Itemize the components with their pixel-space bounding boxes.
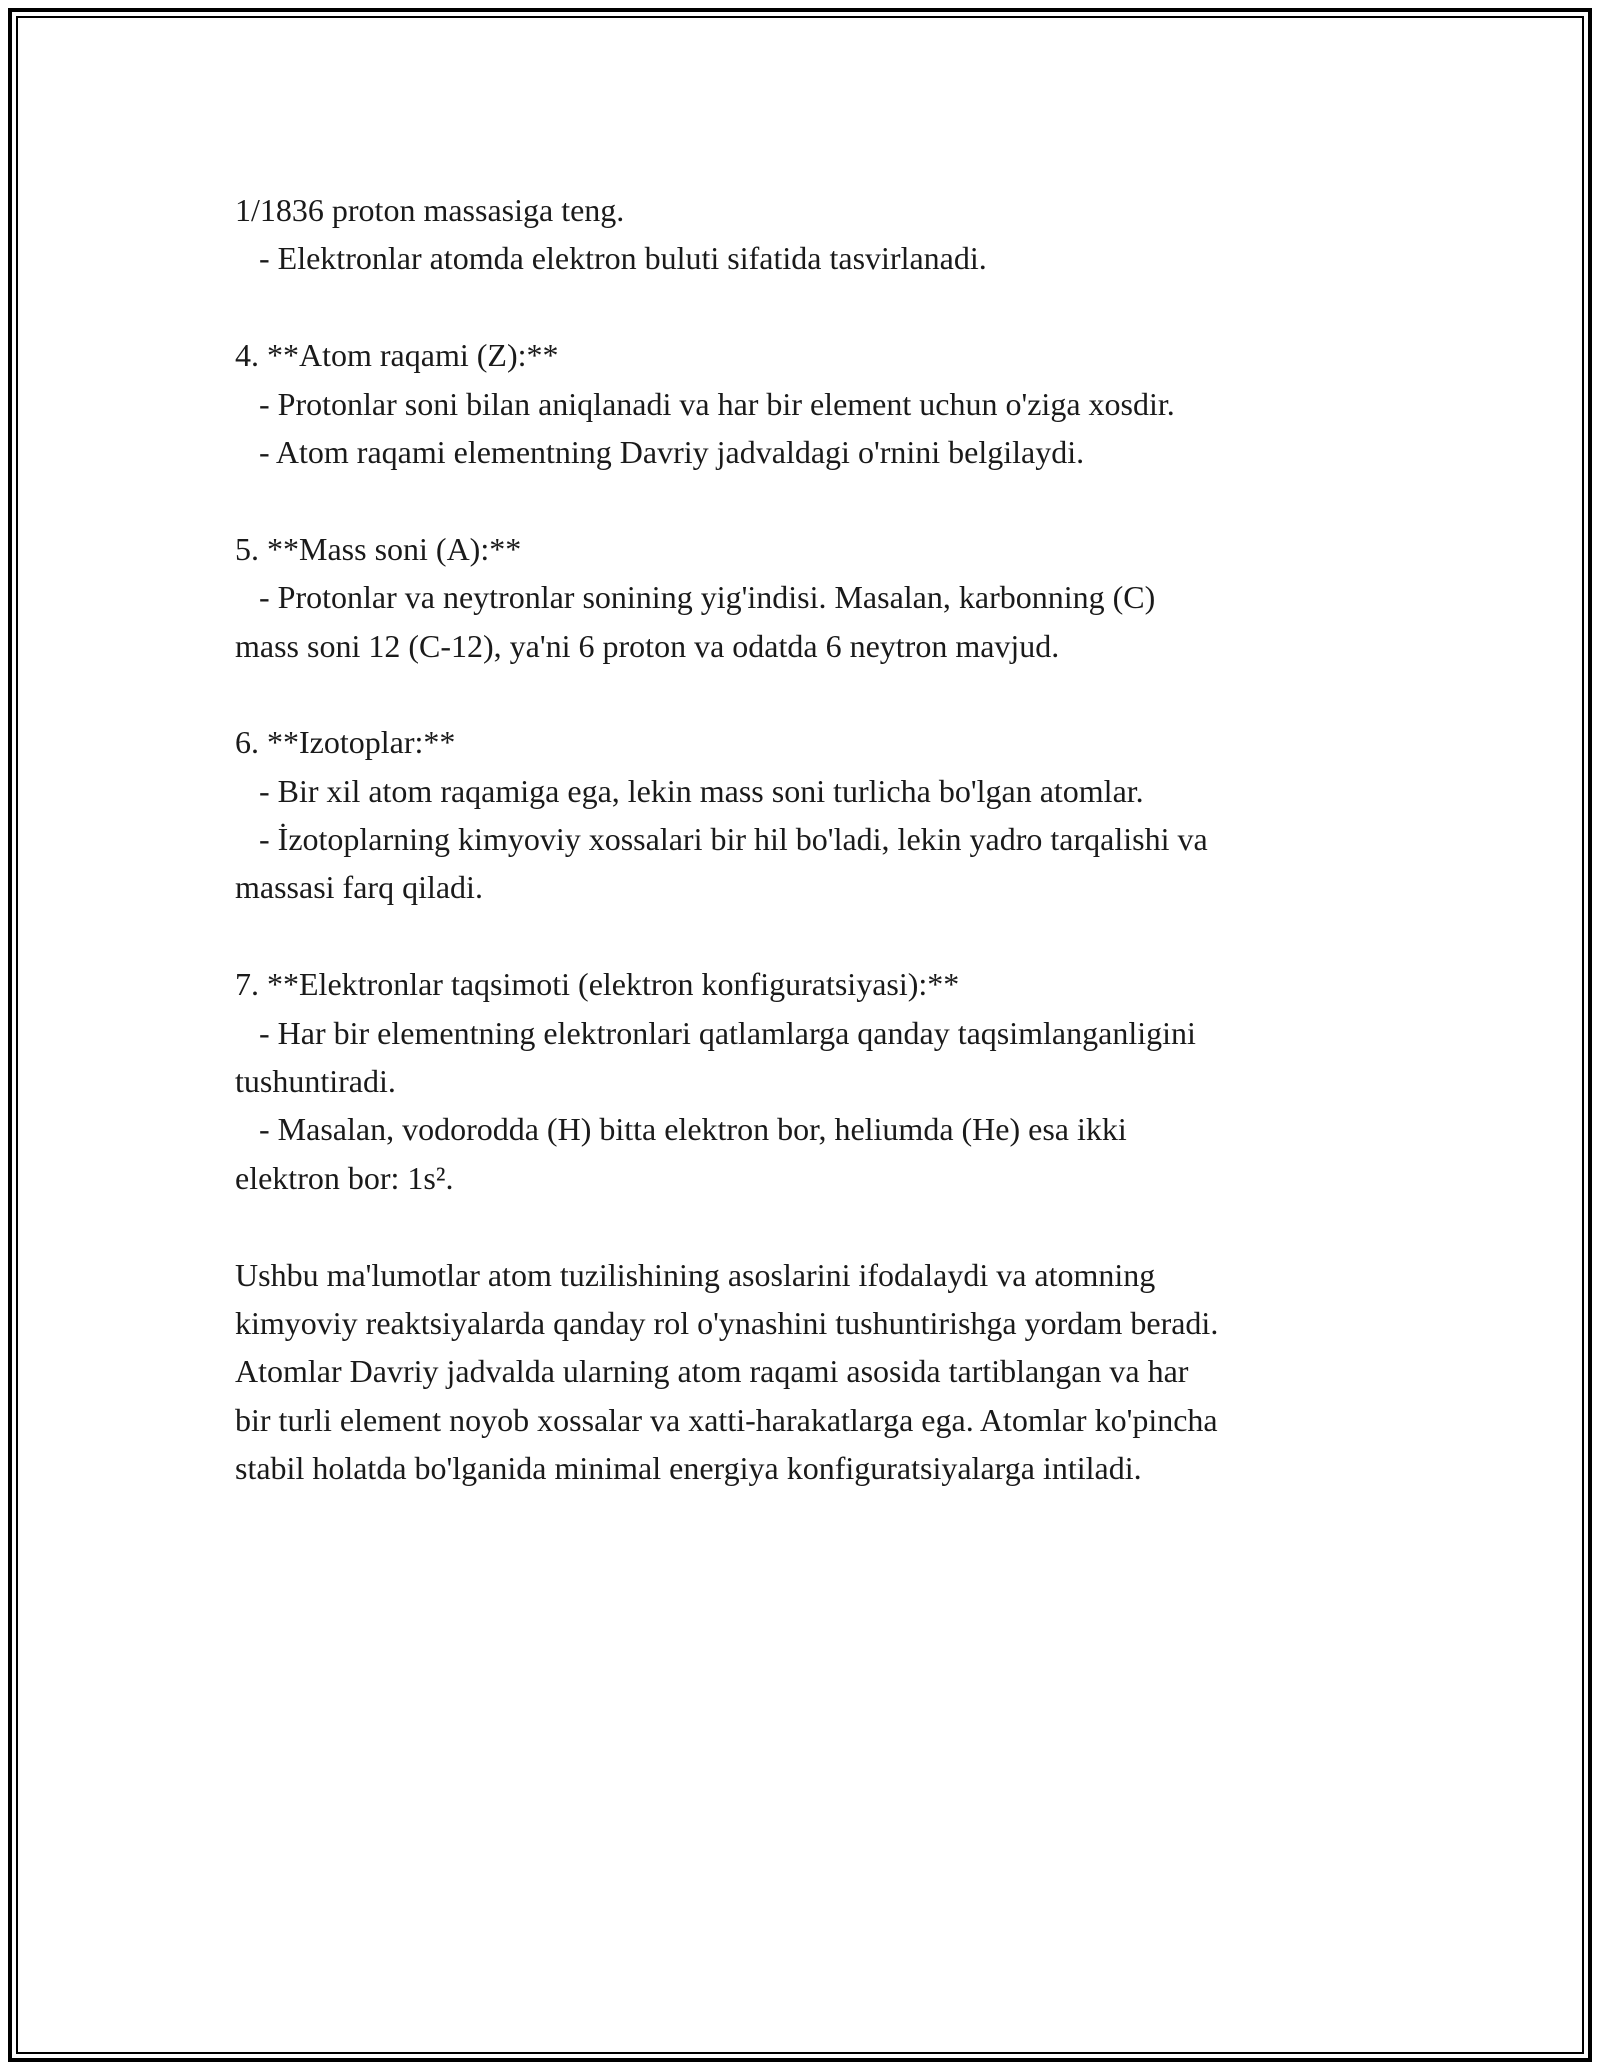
- text-line: - Har bir elementning elektronlari qatlamlarga qanday taqsimlanganligini: [235, 1014, 1196, 1051]
- text-line: - Bir xil atom raqamiga ega, lekin mass soni turlicha bo'lgan atomlar.: [235, 772, 1144, 809]
- section-heading: 7. **Elektronlar taqsimoti (elektron konfiguratsiyasi):**: [235, 966, 960, 1003]
- blank-line: [235, 1202, 1375, 1250]
- text-line: massasi farq qiladi.: [235, 869, 483, 906]
- blank-line: [235, 912, 1375, 960]
- text-line: - Atom raqami elementning Davriy jadvaldagi o'rnini belgilaydi.: [235, 433, 1085, 470]
- text-line: - Protonlar va neytronlar sonining yig'indisi. Masalan, karbonning (C): [235, 579, 1156, 616]
- summary-line: kimyoviy reaktsiyalarda qanday rol o'ynashini tushuntirishga yordam beradi.: [235, 1304, 1219, 1341]
- summary-line: bir turli element noyob xossalar va xatti-harakatlarga ega. Atomlar ko'pincha: [235, 1401, 1218, 1438]
- text-line: - Elektronlar atomda elektron buluti sifatida tasvirlanadi.: [235, 240, 987, 277]
- section-heading: 4. **Atom raqami (Z):**: [235, 337, 559, 374]
- text-line: tushuntiradi.: [235, 1063, 396, 1100]
- blank-line: [235, 283, 1375, 331]
- summary-line: Ushbu ma'lumotlar atom tuzilishining asoslarini ifodalaydi va atomning: [235, 1256, 1156, 1293]
- text-line: 1/1836 proton massasiga teng.: [235, 192, 625, 228]
- blank-line: [235, 476, 1375, 524]
- summary-line: stabil holatda bo'lganida minimal energiya konfiguratsiyalarga intiladi.: [235, 1450, 1142, 1487]
- text-line: elektron bor: 1s².: [235, 1159, 454, 1196]
- text-line: - Masalan, vodorodda (H) bitta elektron bor, heliumda (He) esa ikki: [235, 1111, 1127, 1148]
- document-body: [235, 186, 1375, 1493]
- blank-line: [235, 670, 1375, 718]
- text-line: - İzotoplarning kimyoviy xossalari bir hil bo'ladi, lekin yadro tarqalishi va: [235, 821, 1208, 858]
- section-heading: 5. **Mass soni (A):**: [235, 530, 522, 567]
- section-heading: 6. **Izotoplar:**: [235, 724, 456, 761]
- text-line: mass soni 12 (C-12), ya'ni 6 proton va odatda 6 neytron mavjud.: [235, 627, 1060, 664]
- summary-line: Atomlar Davriy jadvalda ularning atom raqami asosida tartiblangan va har: [235, 1353, 1189, 1390]
- text-line: - Protonlar soni bilan aniqlanadi va har bir element uchun o'ziga xosdir.: [235, 385, 1175, 422]
